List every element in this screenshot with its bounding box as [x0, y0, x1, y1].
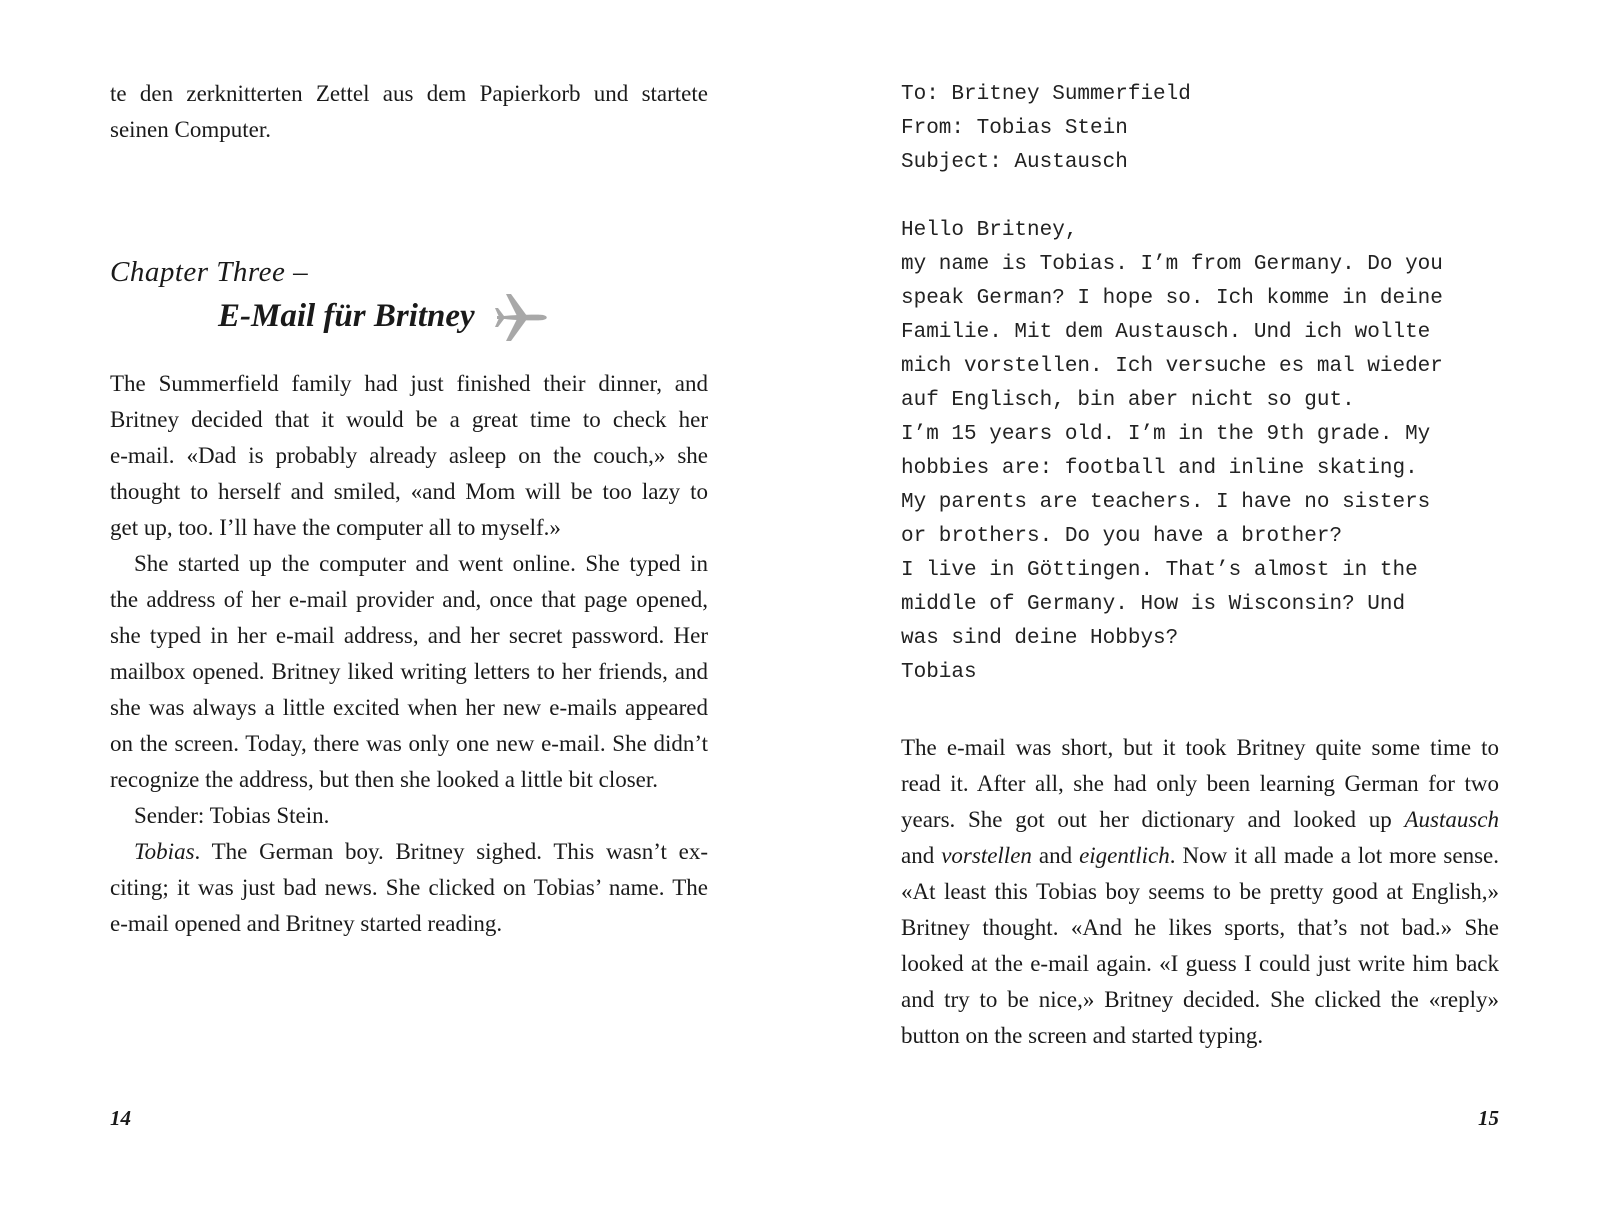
email-line: hobbies are: football and inline skating. — [901, 457, 1418, 480]
text-line: the address of her e-mail provider and, once that page opened, — [110, 587, 708, 612]
italic-word: Tobias — [134, 839, 195, 864]
italic-word: vorstellen — [941, 843, 1032, 868]
email-spacer — [901, 180, 1521, 214]
email-line: or brothers. Do you have a brother? — [901, 525, 1343, 548]
text-fragment: and — [1031, 843, 1080, 868]
text-line: e-mail opened and Britney started reading. — [110, 911, 503, 936]
email-line: was sind deine Hobbys? — [901, 627, 1179, 650]
email-to: To: Britney Summerfield — [901, 83, 1191, 106]
email-line: Hello Britney, — [901, 219, 1078, 242]
text-line: and try to be nice,» Britney decided. She clicked the «reply» — [901, 987, 1499, 1012]
chapter-title: E-Mail für Britney — [218, 298, 475, 334]
chapter-heading — [110, 254, 610, 344]
email-line: mich vorstellen. Ich versuche es mal wieder — [901, 355, 1443, 378]
text-line: The Summerfield family had just finished their dinner, and — [110, 371, 708, 396]
email-from: From: Tobias Stein — [901, 117, 1128, 140]
email-line: My parents are teachers. I have no sisters — [901, 491, 1431, 514]
email-line: Familie. Mit dem Austausch. Und ich wollte — [901, 321, 1431, 344]
email-line: middle of Germany. How is Wisconsin? Und — [901, 593, 1406, 616]
italic-word: eigentlich — [1079, 843, 1170, 868]
text-line: e-mail. «Dad is probably already asleep on the couch,» she — [110, 443, 708, 468]
email-line: I’m 15 years old. I’m in the 9th grade. My — [901, 423, 1431, 446]
email-line: auf Englisch, bin aber nicht so gut. — [901, 389, 1355, 412]
chapter-title-row — [218, 288, 610, 344]
text-line: She started up the computer and went online. She typed in — [134, 551, 708, 576]
text-line: Britney decided that it would be a great time to check her — [110, 407, 708, 432]
text-line: read it. After all, she had only been learning German for two — [901, 771, 1499, 796]
airplane-icon — [493, 288, 549, 344]
text-line: Sender: Tobias Stein. — [134, 803, 330, 828]
text-fragment: . Now it all made a lot more sense. — [1169, 843, 1499, 868]
right-page — [800, 0, 1600, 1216]
text-line — [110, 834, 708, 870]
email-text — [901, 78, 1521, 690]
text-line — [901, 838, 1499, 874]
text-line: on the screen. Today, there was only one new e-mail. She didn’t — [110, 731, 708, 756]
left-top-paragraph — [110, 76, 708, 148]
page-number: 14 — [110, 1106, 131, 1130]
text-fragment: years. She got out her dictionary and looked up — [901, 807, 1405, 832]
email-subject: Subject: Austausch — [901, 151, 1128, 174]
text-line: get up, too. I’ll have the computer all to myself.» — [110, 515, 561, 540]
text-line: The e-mail was short, but it took Britney quite some time to — [901, 735, 1499, 760]
text-line: mailbox opened. Britney liked writing letters to her friends, and — [110, 659, 708, 684]
email-line: I live in Göttingen. That’s almost in the — [901, 559, 1418, 582]
right-main-paragraph — [901, 730, 1499, 1054]
text-line: she typed in her e-mail address, and her secret password. Her — [110, 623, 708, 648]
text-line: thought to herself and smiled, «and Mom will be too lazy to — [110, 479, 708, 504]
chapter-number: Chapter Three – — [110, 256, 309, 288]
text-fragment: . The German boy. Britney sighed. This wasn’t ex- — [194, 839, 708, 864]
email-signature: Tobias — [901, 661, 977, 684]
left-main-paragraph — [110, 366, 708, 942]
email-line: speak German? I hope so. Ich komme in deine — [901, 287, 1443, 310]
text-line: «At least this Tobias boy seems to be pretty good at English,» — [901, 879, 1499, 904]
text-line: Britney thought. «And he likes sports, that’s not bad.» She — [901, 915, 1499, 940]
text-line: te den zerknitterten Zettel aus dem Papierkorb und startete — [110, 81, 708, 106]
text-line: button on the screen and started typing. — [901, 1023, 1264, 1048]
text-line: seinen Computer. — [110, 117, 271, 142]
text-line — [901, 802, 1499, 838]
italic-word: Austausch — [1404, 807, 1499, 832]
page-number: 15 — [1478, 1106, 1499, 1130]
text-line: looked at the e-mail again. «I guess I could just write him back — [901, 951, 1499, 976]
email-line: my name is Tobias. I’m from Germany. Do you — [901, 253, 1443, 276]
text-fragment: and — [901, 843, 942, 868]
text-line: recognize the address, but then she looked a little bit closer. — [110, 767, 659, 792]
text-line: she was always a little excited when her new e-mails appeared — [110, 695, 708, 720]
text-line: citing; it was just bad news. She clicked on Tobias’ name. The — [110, 875, 708, 900]
